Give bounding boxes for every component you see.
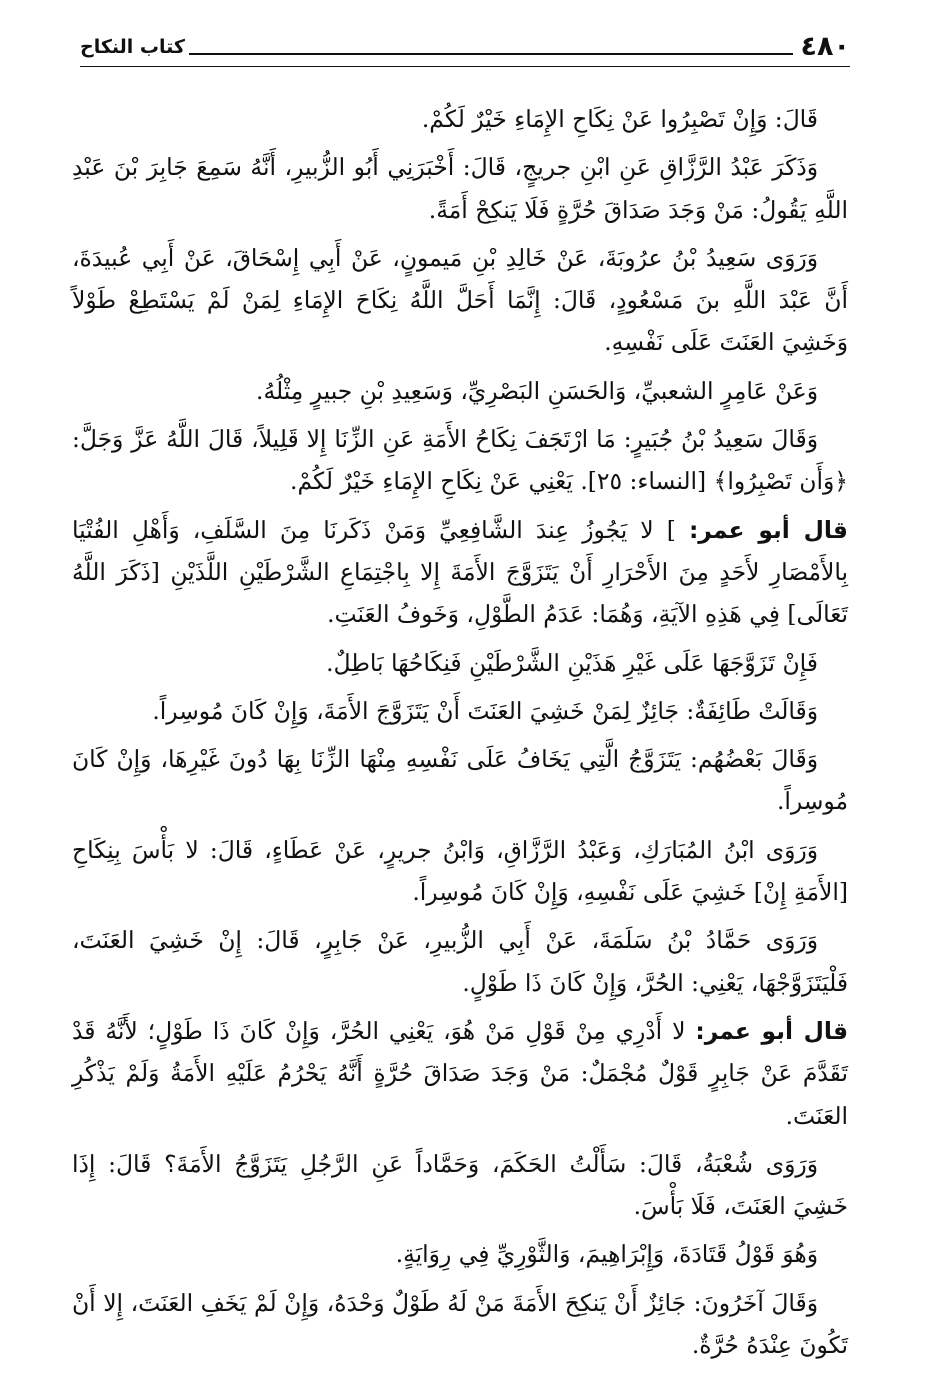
- paragraph-text: وَقَالَتْ طَائِفَةٌ: جَائِزٌ لِمَنْ خَشِيَ العَنَتَ أَنْ يَتَزَوَّجَ الأَمَةَ، وَإِنْ كَانَ مُوسِراً.: [152, 696, 818, 725]
- paragraph: [72, 98, 848, 140]
- paragraph: [72, 690, 848, 732]
- paragraph: [72, 509, 848, 636]
- paragraph: [72, 370, 848, 412]
- paragraph-text: وَرَوَى سَعِيدُ بْنُ عرُوبَةَ، عَنْ خَالِدِ بْنِ مَيمونٍ، عَنْ أَبِي إِسْحَاقَ، عَنْ أَبِي عُبيدَةَ، أَنَّ عَبْدَ اللَّهِ بنَ مَسْعُودٍ، قَالَ: إِنَّمَا أَحَلَّ اللَّهُ نِكَاحَ الإِمَاءِ لِمَنْ لَمْ يَسْتَطِعْ طَوْلاً وَخَشِيَ العَنَتَ عَلَى نَفْسِهِ.: [72, 243, 848, 357]
- paragraph: [72, 1010, 848, 1137]
- speaker-label: قال أبو عمر:: [695, 1016, 849, 1045]
- paragraph-text: قَالَ: وَإِنْ تَصْبِرُوا عَنْ نِكَاحِ الإِمَاءِ خَيْرٌ لَكُمْ.: [421, 105, 818, 133]
- header-rule: [189, 53, 793, 55]
- paragraph: [72, 237, 848, 364]
- paragraph: [72, 1282, 848, 1367]
- page-header: [80, 28, 850, 64]
- paragraph-text: وَرَوَى شُعْبَةُ، قَالَ: سَأَلْتُ الحَكَمَ، وَحَمَّاداً عَنِ الرَّجُلِ يَتَزَوَّجُ الأَمَةَ؟ قَالَ: إِذَا خَشِيَ العَنَتَ، فَلَا بَأْسَ.: [72, 1149, 848, 1221]
- page-body: [72, 98, 848, 1368]
- paragraph-text: ] لا يَجُوزُ عِندَ الشَّافِعِيِّ وَمَنْ ذَكَرنَا مِنَ السَّلَفِ، وَأَهْلِ الفُتْيَا بِالأَمْصَارِ لأَحَدٍ مِنَ الأَحْرَارِ أَنْ يَتَزَوَّجَ الأَمَةَ إِلا بِاجْتِمَاعِ الشَّرْطَيْنِ اللَّذَيْنِ [ذَكَرَ اللَّهُ تَعَالَى] فِي هَذِهِ الآيَةِ، وَهُمَا: عَدَمُ الطَّوْلِ، وَخَوفُ العَنَتِ.: [72, 515, 848, 629]
- paragraph-text: وَقَالَ آخَرُونَ: جَائِزٌ أَنْ يَنكِحَ الأَمَةَ مَنْ لَهُ طَوْلٌ وَحْدَهُ، وَإِنْ لَمْ يَخَفِ العَنَتَ، إِلا أَنْ تَكُونَ عِنْدَهُ حُرَّةٌ.: [72, 1288, 848, 1360]
- book-title: كتاب النكاح: [80, 36, 185, 58]
- paragraph-text: وَعَنْ عَامِرٍ الشعبيِّ، وَالحَسَنِ البَصْرِيِّ، وَسَعِيدِ بْنِ جبيرٍ مِثْلُهُ.: [256, 376, 818, 405]
- paragraph: [72, 1233, 848, 1275]
- page-number: ٤٨٠: [800, 31, 850, 62]
- paragraph: [72, 146, 848, 231]
- paragraph-text: فَإِنْ تَزَوَّجَهَا عَلَى غَيْرِ هَذَيْنِ الشَّرْطَيْنِ فَنِكَاحُهَا بَاطِلٌ.: [326, 648, 818, 677]
- header-underline: [80, 66, 850, 67]
- paragraph: [72, 829, 848, 914]
- paragraph: [72, 919, 848, 1004]
- paragraph: [72, 738, 848, 823]
- paragraph-text: لا أَدْرِي مِنْ قَوْلِ مَنْ هُوَ، يَعْنِي الحُرَّ، وَإِنْ كَانَ ذَا طَوْلٍ؛ لأَنَّهُ قَدْ تَقَدَّمَ عَنْ جَابِرٍ قَوْلٌ مُجْمَلٌ: مَنْ وَجَدَ صَدَاقَ حُرَّةٍ أَنَّهُ يَحْرُمُ عَلَيْهِ الأَمَةُ وَلَمْ يَذْكُرِ العَنَتَ.: [72, 1016, 848, 1130]
- paragraph-text: وَقَالَ سَعِيدُ بْنُ جُبَيرٍ: مَا ارْتَجَفَ نِكَاحُ الأَمَةِ عَنِ الزِّنَا إِلا قَلِيلاً، قَالَ اللَّهُ عَزَّ وَجَلَّ: ﴿وَأَن تَصْبِرُوا﴾ [النساء: ٢٥]. يَعْنِي عَنْ نِكَاحِ الإِمَاءِ خَيْرٌ لَكُمْ.: [72, 425, 848, 496]
- paragraph-text: وَرَوَى ابْنُ المُبَارَكِ، وَعَبْدُ الرَّزَّاقِ، وَابْنُ جريرٍ، عَنْ عَطَاءٍ، قَالَ: لا بَأْسَ بِنِكَاحِ [الأَمَةِ إِنْ] خَشِيَ عَلَى نَفْسِهِ، وَإِنْ كَانَ مُوسِراً.: [72, 835, 848, 907]
- paragraph: [72, 642, 848, 684]
- speaker-label: قال أبو عمر:: [688, 515, 848, 544]
- paragraph-text: وَقَالَ بَعْضُهُم: يَتَزَوَّجُ الَّتِي يَخَافُ عَلَى نَفْسِهِ مِنْهَا الزِّنَا بِهَا دُونَ غَيْرِهَا، وَإِنْ كَانَ مُوسِراً.: [72, 745, 848, 816]
- paragraph-text: وَذَكَرَ عَبْدُ الرَّزَّاقِ عَنِ ابْنِ جريجٍ، قَالَ: أَخْبَرَنِي أَبُو الزُّبيرِ، أَنَّهُ سَمِعَ جَابِرَ بْنَ عَبْدِ اللَّهِ يَقُولُ: مَنْ وَجَدَ صَدَاقَ حُرَّةٍ فَلَا يَنكِحْ أَمَةً.: [72, 153, 848, 224]
- paragraph: [72, 418, 848, 503]
- paragraph: [72, 1143, 848, 1228]
- paragraph-text: وَرَوَى حَمَّادُ بْنُ سَلَمَةَ، عَنْ أَبِي الزُّبيرِ، عَنْ جَابِرٍ، قَالَ: إِنْ خَشِيَ العَنَتَ، فَلْيَتَزَوَّجْهَا، يَعْنِي: الحُرَّ، وَإِنْ كَانَ ذَا طَوْلٍ.: [72, 926, 848, 997]
- paragraph-text: وَهُوَ قَوْلُ قَتَادَةَ، وَإِبْرَاهِيمَ، وَالثَّوْرِيِّ فِي رِوَايَةٍ.: [395, 1240, 818, 1269]
